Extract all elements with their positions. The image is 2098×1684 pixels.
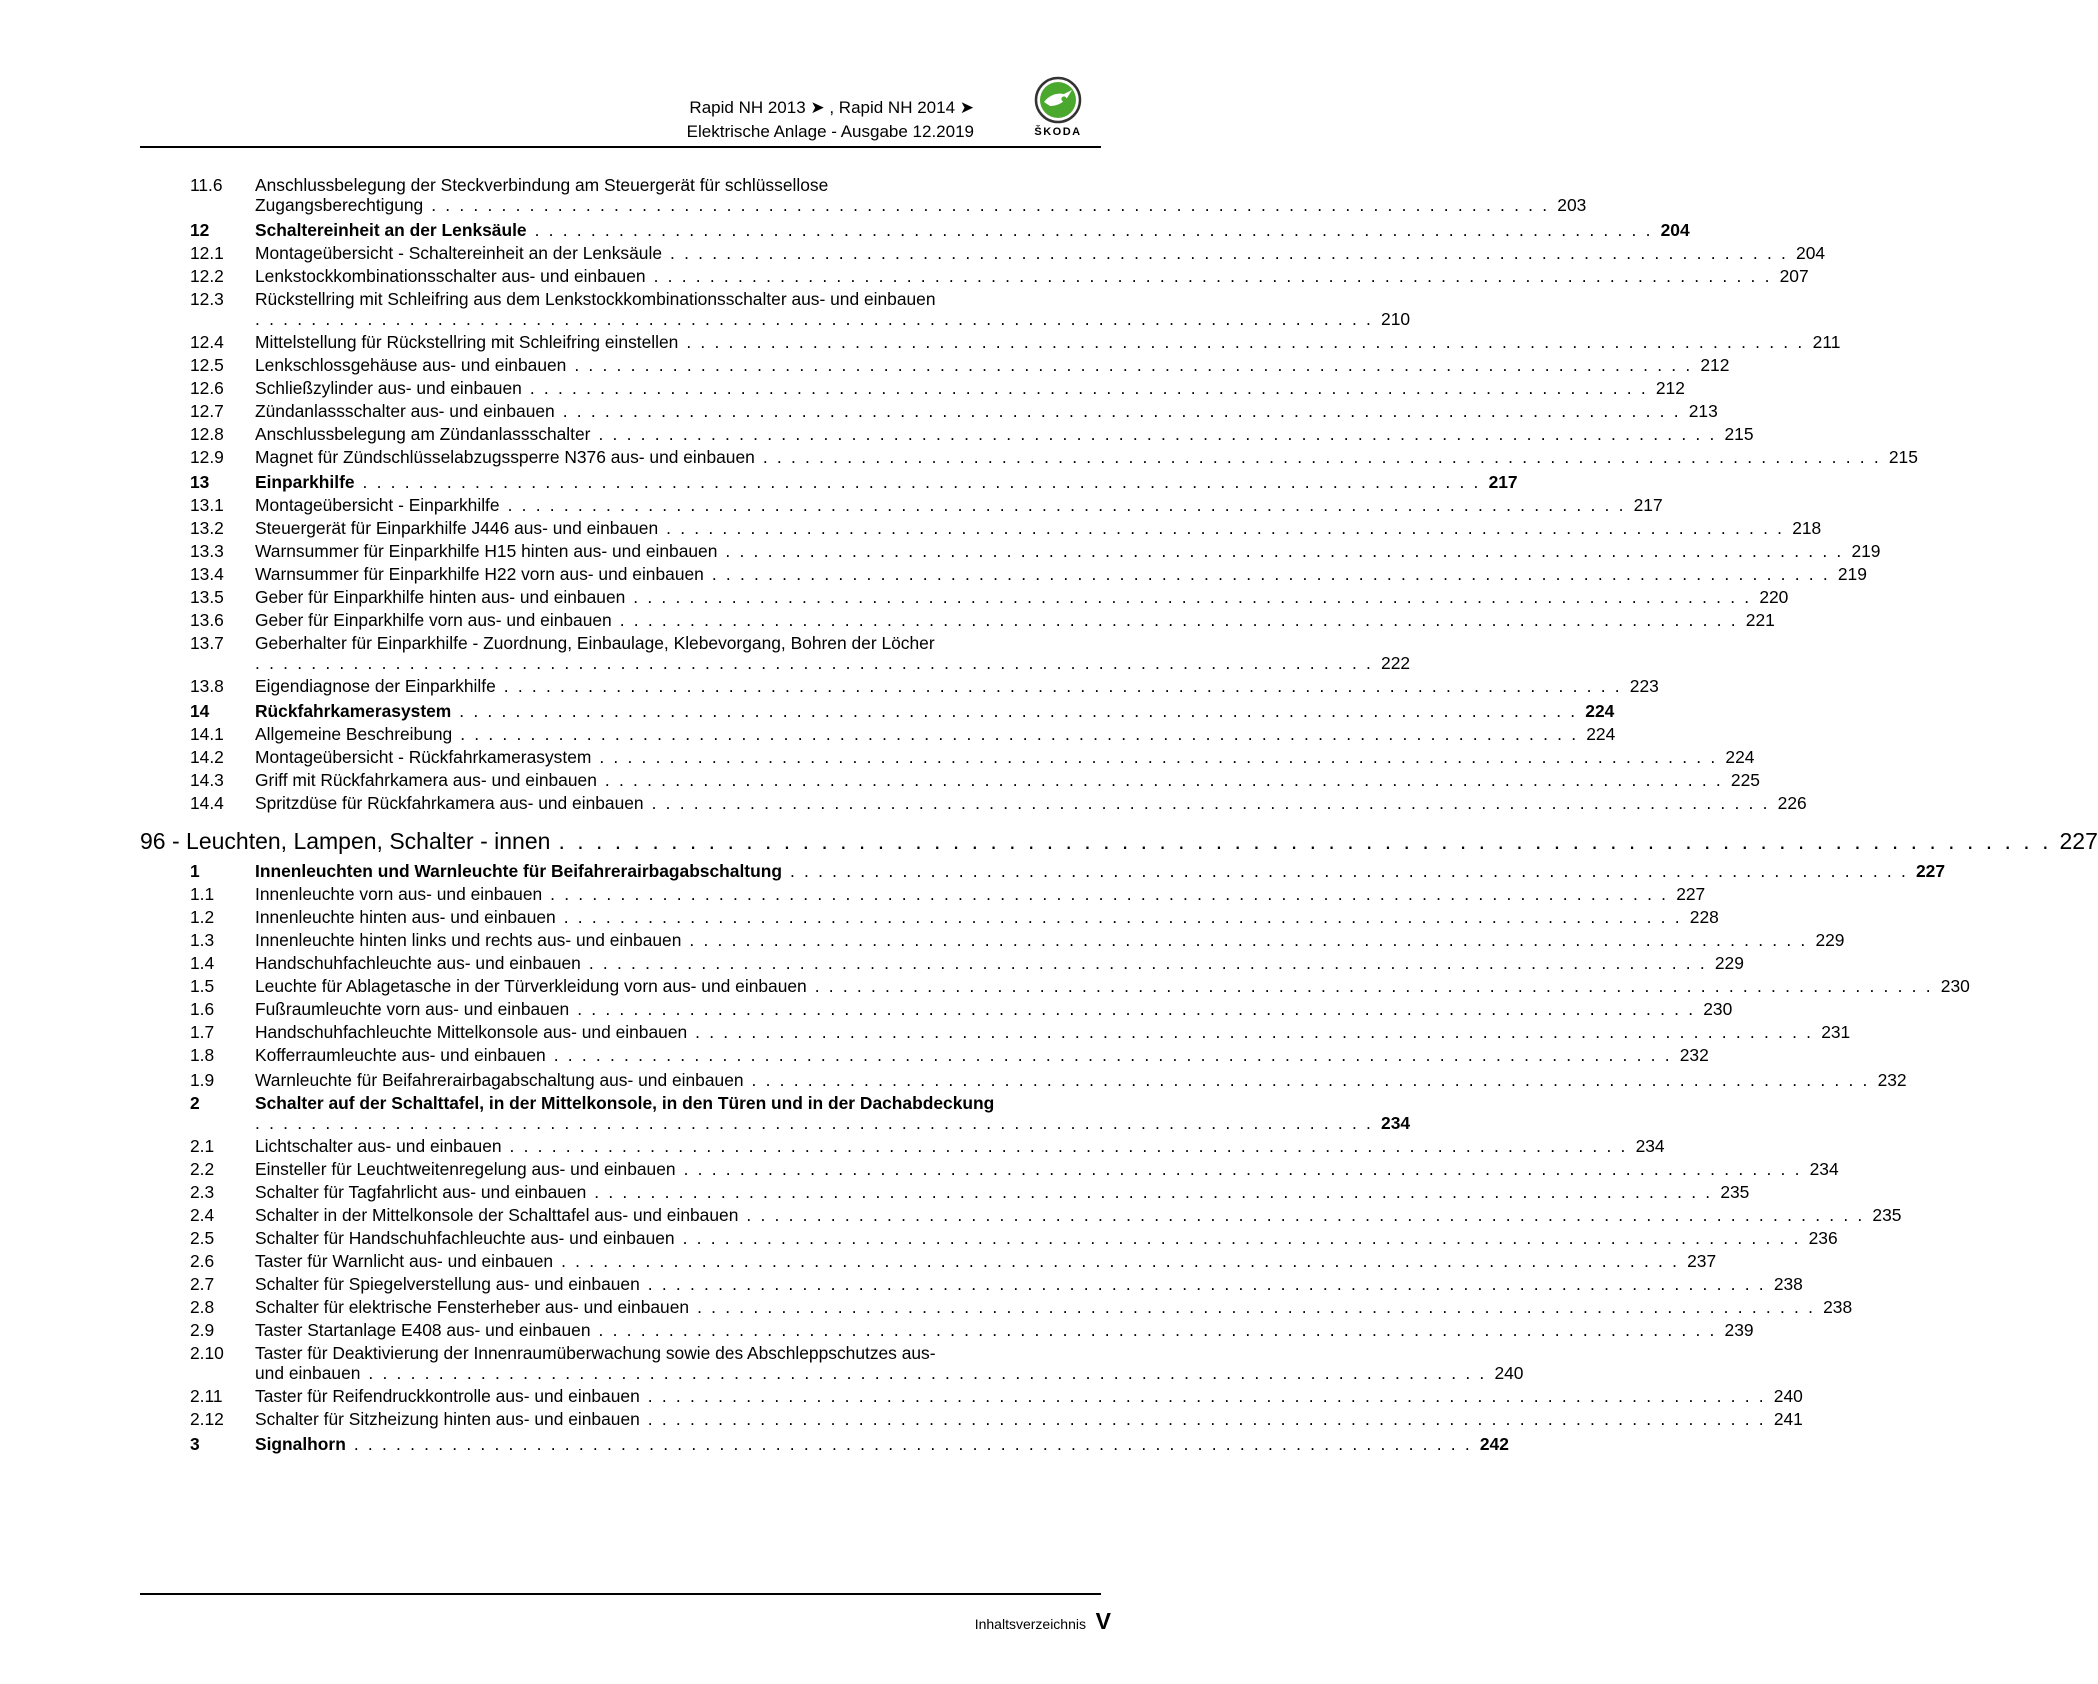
toc-page-number: 234 xyxy=(1635,1136,1665,1156)
toc-page-number: 228 xyxy=(1689,907,1719,927)
toc-entry-number: 1.7 xyxy=(190,1022,215,1042)
toc-page-number: 232 xyxy=(1877,1070,1907,1090)
footer-section-label: Inhaltsverzeichnis xyxy=(974,1616,1086,1632)
toc-entry[interactable] xyxy=(140,676,1659,696)
toc-entry-title: Taster für Warnlicht aus- und einbauen xyxy=(255,1251,554,1271)
toc-entry-title: Handschuhfachleuchte Mittelkonsole aus- und einbauen xyxy=(255,1022,688,1042)
toc-entry-number: 1 xyxy=(190,861,200,881)
toc-entry-title: Magnet für Zündschlüsselabzugssperre N376 aus- und einbauen xyxy=(255,447,755,467)
toc-entry-title: Anschlussbelegung der Steckverbindung am Steuergerät für schlüssellose xyxy=(255,175,829,195)
toc-entry[interactable] xyxy=(140,1182,1750,1202)
toc-page-number: 234 xyxy=(1809,1159,1839,1179)
toc-entry[interactable] xyxy=(140,401,1718,421)
toc-entry-title: Lichtschalter aus- und einbauen xyxy=(255,1136,502,1156)
toc-page-number: 235 xyxy=(1872,1205,1902,1225)
toc-page-number: 213 xyxy=(1688,401,1718,421)
toc-entry-number: 12.7 xyxy=(190,401,224,421)
toc-leader-dots: . . . . . . . . . . . . . . . . . . . . . . . . . . . . . . . . . . . . . . . . . . . . . . . . . . . . . . . . . . . . . . . . . . . . . . . . . . . . . . . . xyxy=(647,1274,1766,1294)
toc-entry[interactable] xyxy=(140,1409,1803,1429)
toc-entry-title: Schalter für elektrische Fensterheber aus- und einbauen xyxy=(255,1297,690,1317)
toc-leader-dots: . . . . . . . . . . . . . . . . . . . . . . . . . . . . . . . . . . . . . . . . . . . . . . . . . . . . . . . . . . . . . . . . . . . . . . . . . . . . . . . . xyxy=(594,1182,1713,1202)
toc-entry[interactable] xyxy=(140,1159,1839,1179)
toc-leader-dots: . . . . . . . . . . . . . . . . . . . . . . . . . . . . . . . . . . . . . . . . . . . . . . . . . . . . . . . . . . . . . . . . . . . . . . . . . . . . . . . . xyxy=(574,355,1693,375)
toc-entry-title: Schalter für Sitzheizung hinten aus- und einbauen xyxy=(255,1409,640,1429)
toc-entry-title: Anschlussbelegung am Zündanlassschalter xyxy=(255,424,591,444)
toc-page-number: 212 xyxy=(1655,378,1685,398)
toc-entry-number: 1.3 xyxy=(190,930,215,950)
toc-leader-dots: . . . . . . . . . . . . . . . . . . . . . . . . . . . . . . . . . . . . . . . . . . . . . . . . . . . . . . . . . . . . . . . . . . . . . . . . . . . . . . . . xyxy=(599,747,1718,767)
toc-entry-number: 11.6 xyxy=(190,175,223,195)
toc-leader-dots: . . . . . . . . . . . . . . . . . . . . . . . . . . . . . . . . . . . . . . . . . . . . . . . . . . . . . . . . . . . . . . . . . . . . . . . . . . . . . . . . xyxy=(558,828,2052,854)
toc-entry-number: 1.4 xyxy=(190,953,215,973)
toc-entry-number: 1.1 xyxy=(190,884,215,904)
toc-leader-dots: . . . . . . . . . . . . . . . . . . . . . . . . . . . . . . . . . . . . . . . . . . . . . . . . . . . . . . . . . . . . . . . . . . . . . . . . . . . . . . . . xyxy=(619,610,1738,630)
header-models: Rapid NH 2013 ➤ , Rapid NH 2014 ➤ xyxy=(689,98,974,117)
toc-entry[interactable] xyxy=(140,1136,1665,1156)
toc-page-number: 224 xyxy=(1585,701,1615,721)
toc-entry-number: 14.3 xyxy=(190,770,224,790)
toc-entry-number: 1.8 xyxy=(190,1045,215,1065)
toc-leader-dots: . . . . . . . . . . . . . . . . . . . . . . . . . . . . . . . . . . . . . . . . . . . . . . . . . . . . . . . . . . . . . . . . . . . . . . . . . . . . . . . . xyxy=(604,770,1723,790)
toc-entry[interactable] xyxy=(140,587,1789,607)
toc-entry-number: 13.1 xyxy=(190,495,224,515)
skoda-logo-icon xyxy=(1034,76,1082,124)
toc-entry-number: 2 xyxy=(190,1093,200,1113)
toc-entry[interactable] xyxy=(140,243,1826,263)
toc-leader-dots: . . . . . . . . . . . . . . . . . . . . . . . . . . . . . . . . . . . . . . . . . . . . . . . . . . . . . . . . . . . . . . . . . . . . . . . . . . . . . . . . xyxy=(751,1070,1870,1090)
toc-entry-title: Lenkstockkombinationsschalter aus- und einbauen xyxy=(255,266,646,286)
toc-page-number: 222 xyxy=(1381,653,1411,673)
toc-entry[interactable] xyxy=(140,610,1775,630)
toc-entry-title: 96 - Leuchten, Lampen, Schalter - innen xyxy=(140,828,551,854)
toc-leader-dots: . . . . . . . . . . . . . . . . . . . . . . . . . . . . . . . . . . . . . . . . . . . . . . . . . . . . . . . . . . . . . . . . . . . . . . . . . . . . . . . . xyxy=(561,1251,1680,1271)
toc-entry[interactable] xyxy=(140,378,1685,398)
toc-entry[interactable] xyxy=(140,633,1411,673)
toc-entry[interactable] xyxy=(140,1228,1838,1248)
toc-entry[interactable] xyxy=(140,770,1760,790)
toc-page-number: 217 xyxy=(1633,495,1663,515)
toc-page-number: 236 xyxy=(1808,1228,1838,1248)
toc-leader-dots: . . . . . . . . . . . . . . . . . . . . . . . . . . . . . . . . . . . . . . . . . . . . . . . . . . . . . . . . . . . . . . . . . . . . . . . . . . . . . . . . xyxy=(695,1022,1814,1042)
toc-entry-number: 13.8 xyxy=(190,676,224,696)
toc-entry[interactable] xyxy=(140,1297,1853,1317)
toc-page-number: 221 xyxy=(1745,610,1775,630)
toc-entry-title: Schalter für Tagfahrlicht aus- und einbauen xyxy=(255,1182,587,1202)
toc-entry[interactable] xyxy=(140,447,1918,467)
toc-leader-dots: . . . . . . . . . . . . . . . . . . . . . . . . . . . . . . . . . . . . . . . . . . . . . . . . . . . . . . . . . . . . . . . . . . . . . . . . . . . . . . . . xyxy=(507,495,1626,515)
toc-entry-number: 12.4 xyxy=(190,332,224,352)
toc-leader-dots: . . . . . . . . . . . . . . . . . . . . . . . . . . . . . . . . . . . . . . . . . . . . . . . . . . . . . . . . . . . . . . . . . . . . . . . . . . . . . . . . xyxy=(670,243,1789,263)
toc-entry-title: Eigendiagnose der Einparkhilfe xyxy=(255,676,496,696)
toc-page-number: 224 xyxy=(1586,724,1616,744)
toc-leader-dots: . . . . . . . . . . . . . . . . . . . . . . . . . . . . . . . . . . . . . . . . . . . . . . . . . . . . . . . . . . . . . . . . . . . . . . . . . . . . . . . . xyxy=(762,447,1881,467)
toc-entry[interactable] xyxy=(140,1022,1851,1042)
toc-page-number: 203 xyxy=(1557,195,1587,215)
toc-entry-title: Geber für Einparkhilfe hinten aus- und einbauen xyxy=(255,587,626,607)
toc-entry[interactable] xyxy=(140,1093,1411,1133)
toc-leader-dots: . . . . . . . . . . . . . . . . . . . . . . . . . . . . . . . . . . . . . . . . . . . . . . . . . . . . . . . . . . . . . . . . . . . . . . . . . . . . . . . . xyxy=(459,701,1578,721)
toc-entry-title: Spritzdüse für Rückfahrkamera aus- und einbauen xyxy=(255,793,644,813)
toc-page-number: 227 xyxy=(1916,861,1946,881)
toc-leader-dots: . . . . . . . . . . . . . . . . . . . . . . . . . . . . . . . . . . . . . . . . . . . . . . . . . . . . . . . . . . . . . . . . . . . . . . . . . . . . . . . . xyxy=(563,907,1682,927)
toc-entry-number: 12.9 xyxy=(190,447,224,467)
toc-entry-title-continued: und einbauen xyxy=(255,1363,361,1383)
toc-entry-title: Taster für Deaktivierung der Innenraumüberwachung sowie des Abschleppschutzes aus- xyxy=(255,1343,936,1363)
toc-page-number: 223 xyxy=(1629,676,1659,696)
toc-entry-title: Allgemeine Beschreibung xyxy=(255,724,453,744)
table-of-contents xyxy=(140,172,2098,1454)
toc-leader-dots: . . . . . . . . . . . . . . . . . . . . . . . . . . . . . . . . . . . . . . . . . . . . . . . . . . . . . . . . . . . . . . . . . . . . . . . . . . . . . . . . xyxy=(711,564,1830,584)
toc-entry-title: Handschuhfachleuchte aus- und einbauen xyxy=(255,953,581,973)
toc-entry[interactable] xyxy=(140,1045,1709,1065)
toc-entry-number: 13.6 xyxy=(190,610,224,630)
toc-page-number: 232 xyxy=(1679,1045,1709,1065)
page-header xyxy=(140,90,1100,146)
toc-entry[interactable] xyxy=(140,1434,1509,1454)
toc-leader-dots: . . . . . . . . . . . . . . . . . . . . . . . . . . . . . . . . . . . . . . . . . . . . . . . . . . . . . . . . . . . . . . . . . . . . . . . . . . . . . . . . xyxy=(550,884,1669,904)
toc-page-number: 220 xyxy=(1759,587,1789,607)
toc-leader-dots: . . . . . . . . . . . . . . . . . . . . . . . . . . . . . . . . . . . . . . . . . . . . . . . . . . . . . . . . . . . . . . . . . . . . . . . . . . . . . . . . xyxy=(255,1113,1374,1133)
toc-entry-number: 13.4 xyxy=(190,564,224,584)
toc-page-number: 242 xyxy=(1479,1434,1509,1454)
toc-entry[interactable] xyxy=(140,1251,1717,1271)
toc-entry[interactable] xyxy=(140,747,1755,767)
toc-entry-title: Schalter in der Mittelkonsole der Schalttafel aus- und einbauen xyxy=(255,1205,739,1225)
toc-page-number: 219 xyxy=(1851,541,1881,561)
toc-entry-title: Schalter für Spiegelverstellung aus- und einbauen xyxy=(255,1274,640,1294)
toc-entry[interactable] xyxy=(140,1205,1902,1225)
toc-leader-dots: . . . . . . . . . . . . . . . . . . . . . . . . . . . . . . . . . . . . . . . . . . . . . . . . . . . . . . . . . . . . . . . . . . . . . . . . . . . . . . . . xyxy=(460,724,1579,744)
toc-leader-dots: . . . . . . . . . . . . . . . . . . . . . . . . . . . . . . . . . . . . . . . . . . . . . . . . . . . . . . . . . . . . . . . . . . . . . . . . . . . . . . . . xyxy=(503,676,1622,696)
toc-entry[interactable] xyxy=(140,861,1946,881)
toc-entry-title: Einparkhilfe xyxy=(255,472,355,492)
toc-entry[interactable] xyxy=(140,518,1822,538)
toc-entry-number: 2.8 xyxy=(190,1297,215,1317)
toc-entry-title: Steuergerät für Einparkhilfe J446 aus- und einbauen xyxy=(255,518,659,538)
toc-entry[interactable] xyxy=(140,1343,1524,1383)
toc-entry-number: 12.8 xyxy=(190,424,224,444)
toc-page-number: 230 xyxy=(1703,999,1733,1019)
toc-page-number: 218 xyxy=(1792,518,1822,538)
toc-leader-dots: . . . . . . . . . . . . . . . . . . . . . . . . . . . . . . . . . . . . . . . . . . . . . . . . . . . . . . . . . . . . . . . . . . . . . . . . . . . . . . . . xyxy=(666,518,1785,538)
toc-entry-title: Warnsummer für Einparkhilfe H15 hinten aus- und einbauen xyxy=(255,541,718,561)
toc-entry[interactable] xyxy=(140,907,1719,927)
toc-page-number: 207 xyxy=(1779,266,1809,286)
toc-leader-dots: . . . . . . . . . . . . . . . . . . . . . . . . . . . . . . . . . . . . . . . . . . . . . . . . . . . . . . . . . . . . . . . . . . . . . . . . . . . . . . . . xyxy=(353,1434,1472,1454)
toc-page-number: 229 xyxy=(1714,953,1744,973)
toc-entry[interactable] xyxy=(140,266,1809,286)
toc-entry[interactable] xyxy=(140,884,1706,904)
toc-entry-title: Einsteller für Leuchtweitenregelung aus- und einbauen xyxy=(255,1159,676,1179)
toc-entry-number: 13.2 xyxy=(190,518,224,538)
toc-leader-dots: . . . . . . . . . . . . . . . . . . . . . . . . . . . . . . . . . . . . . . . . . . . . . . . . . . . . . . . . . . . . . . . . . . . . . . . . . . . . . . . . xyxy=(814,976,1933,996)
toc-entry[interactable] xyxy=(140,793,1807,813)
toc-leader-dots: . . . . . . . . . . . . . . . . . . . . . . . . . . . . . . . . . . . . . . . . . . . . . . . . . . . . . . . . . . . . . . . . . . . . . . . . . . . . . . . . xyxy=(509,1136,1628,1156)
toc-entry-number: 14 xyxy=(190,701,210,721)
toc-leader-dots: . . . . . . . . . . . . . . . . . . . . . . . . . . . . . . . . . . . . . . . . . . . . . . . . . . . . . . . . . . . . . . . . . . . . . . . . . . . . . . . . xyxy=(562,401,1681,421)
toc-entry-number: 2.9 xyxy=(190,1320,215,1340)
toc-entry[interactable] xyxy=(140,472,1518,492)
toc-page-number: 230 xyxy=(1940,976,1970,996)
toc-page-number: 219 xyxy=(1837,564,1867,584)
toc-entry-number: 13.5 xyxy=(190,587,224,607)
toc-leader-dots: . . . . . . . . . . . . . . . . . . . . . . . . . . . . . . . . . . . . . . . . . . . . . . . . . . . . . . . . . . . . . . . . . . . . . . . . . . . . . . . . xyxy=(689,930,1808,950)
toc-entry[interactable] xyxy=(140,495,1663,515)
toc-entry-title: Lenkschlossgehäuse aus- und einbauen xyxy=(255,355,567,375)
toc-entry-number: 14.4 xyxy=(190,793,224,813)
header-edition: Elektrische Anlage - Ausgabe 12.2019 xyxy=(686,122,974,141)
toc-leader-dots: . . . . . . . . . . . . . . . . . . . . . . . . . . . . . . . . . . . . . . . . . . . . . . . . . . . . . . . . . . . . . . . . . . . . . . . . . . . . . . . . xyxy=(653,266,1772,286)
toc-entry-title: Innenleuchten und Warnleuchte für Beifahrerairbagabschaltung xyxy=(255,861,782,881)
toc-entry[interactable] xyxy=(140,220,1690,240)
toc-entry-title: Schließzylinder aus- und einbauen xyxy=(255,378,522,398)
toc-page-number: 212 xyxy=(1700,355,1730,375)
toc-leader-dots: . . . . . . . . . . . . . . . . . . . . . . . . . . . . . . . . . . . . . . . . . . . . . . . . . . . . . . . . . . . . . . . . . . . . . . . . . . . . . . . . xyxy=(647,1409,1766,1429)
toc-entry[interactable] xyxy=(140,1274,1803,1294)
toc-entry-title: Mittelstellung für Rückstellring mit Schleifring einstellen xyxy=(255,332,679,352)
toc-entry-number: 2.10 xyxy=(190,1343,224,1363)
toc-page-number: 234 xyxy=(1381,1113,1411,1133)
toc-entry-number: 2.12 xyxy=(190,1409,224,1429)
toc-entry-title: Innenleuchte hinten aus- und einbauen xyxy=(255,907,556,927)
toc-leader-dots: . . . . . . . . . . . . . . . . . . . . . . . . . . . . . . . . . . . . . . . . . . . . . . . . . . . . . . . . . . . . . . . . . . . . . . . . . . . . . . . . xyxy=(255,309,1374,329)
toc-leader-dots: . . . . . . . . . . . . . . . . . . . . . . . . . . . . . . . . . . . . . . . . . . . . . . . . . . . . . . . . . . . . . . . . . . . . . . . . . . . . . . . . xyxy=(588,953,1707,973)
toc-entry[interactable] xyxy=(140,1320,1754,1340)
brand-name: ŠKODA xyxy=(1034,126,1082,138)
toc-chapter[interactable] xyxy=(140,827,2098,855)
brand-logo xyxy=(1022,76,1094,146)
toc-leader-dots: . . . . . . . . . . . . . . . . . . . . . . . . . . . . . . . . . . . . . . . . . . . . . . . . . . . . . . . . . . . . . . . . . . . . . . . . . . . . . . . . xyxy=(683,1159,1802,1179)
footer-page-number: V xyxy=(1095,1608,1111,1634)
toc-entry-title: Montageübersicht - Schaltereinheit an der Lenksäule xyxy=(255,243,662,263)
toc-entry-title: Schalter für Handschuhfachleuchte aus- und einbauen xyxy=(255,1228,675,1248)
toc-entry-title: Innenleuchte hinten links und rechts aus- und einbauen xyxy=(255,930,682,950)
toc-entry-number: 14.1 xyxy=(190,724,224,744)
toc-entry-number: 14.2 xyxy=(190,747,224,767)
toc-leader-dots: . . . . . . . . . . . . . . . . . . . . . . . . . . . . . . . . . . . . . . . . . . . . . . . . . . . . . . . . . . . . . . . . . . . . . . . . . . . . . . . . xyxy=(598,1320,1717,1340)
toc-leader-dots: . . . . . . . . . . . . . . . . . . . . . . . . . . . . . . . . . . . . . . . . . . . . . . . . . . . . . . . . . . . . . . . . . . . . . . . . . . . . . . . . xyxy=(725,541,1844,561)
toc-entry-number: 2.7 xyxy=(190,1274,215,1294)
toc-entry[interactable] xyxy=(140,289,1411,329)
toc-entry[interactable] xyxy=(140,701,1615,721)
toc-entry-number: 2.11 xyxy=(190,1386,223,1406)
toc-leader-dots: . . . . . . . . . . . . . . . . . . . . . . . . . . . . . . . . . . . . . . . . . . . . . . . . . . . . . . . . . . . . . . . . . . . . . . . . . . . . . . . . xyxy=(431,195,1550,215)
toc-entry-number: 2.4 xyxy=(190,1205,215,1225)
toc-entry-number: 1.9 xyxy=(190,1070,215,1090)
toc-entry[interactable] xyxy=(140,1386,1803,1406)
toc-page-number: 240 xyxy=(1773,1386,1803,1406)
toc-entry[interactable] xyxy=(140,999,1733,1019)
toc-entry-title: Warnsummer für Einparkhilfe H22 vorn aus- und einbauen xyxy=(255,564,704,584)
toc-page-number: 238 xyxy=(1823,1297,1853,1317)
toc-entry-number: 12.6 xyxy=(190,378,224,398)
toc-entry-number: 1.5 xyxy=(190,976,215,996)
toc-entry-title: Innenleuchte vorn aus- und einbauen xyxy=(255,884,543,904)
toc-page-number: 210 xyxy=(1381,309,1411,329)
toc-leader-dots: . . . . . . . . . . . . . . . . . . . . . . . . . . . . . . . . . . . . . . . . . . . . . . . . . . . . . . . . . . . . . . . . . . . . . . . . . . . . . . . . xyxy=(789,861,1908,881)
toc-leader-dots: . . . . . . . . . . . . . . . . . . . . . . . . . . . . . . . . . . . . . . . . . . . . . . . . . . . . . . . . . . . . . . . . . . . . . . . . . . . . . . . . xyxy=(577,999,1696,1019)
toc-entry-title: Signalhorn xyxy=(255,1434,346,1454)
toc-leader-dots: . . . . . . . . . . . . . . . . . . . . . . . . . . . . . . . . . . . . . . . . . . . . . . . . . . . . . . . . . . . . . . . . . . . . . . . . . . . . . . . . xyxy=(553,1045,1672,1065)
toc-leader-dots: . . . . . . . . . . . . . . . . . . . . . . . . . . . . . . . . . . . . . . . . . . . . . . . . . . . . . . . . . . . . . . . . . . . . . . . . . . . . . . . . xyxy=(255,653,1374,673)
toc-page-number: 237 xyxy=(1687,1251,1717,1271)
toc-entry-title: Warnleuchte für Beifahrerairbagabschaltung aus- und einbauen xyxy=(255,1070,744,1090)
toc-page-number: 227 xyxy=(1676,884,1706,904)
toc-entry-number: 2.5 xyxy=(190,1228,215,1248)
toc-entry-title: Fußraumleuchte vorn aus- und einbauen xyxy=(255,999,570,1019)
toc-entry-number: 12.2 xyxy=(190,266,224,286)
toc-entry[interactable] xyxy=(140,541,1881,561)
toc-page-number: 240 xyxy=(1494,1363,1524,1383)
toc-entry-number: 1.6 xyxy=(190,999,215,1019)
toc-entry-number: 2.6 xyxy=(190,1251,215,1271)
toc-page-number: 226 xyxy=(1777,793,1807,813)
toc-entry-title: Montageübersicht - Einparkhilfe xyxy=(255,495,500,515)
toc-entry[interactable] xyxy=(140,1070,1907,1090)
toc-page-number: 241 xyxy=(1773,1409,1803,1429)
toc-page-number: 204 xyxy=(1796,243,1826,263)
toc-entry-title: Schaltereinheit an der Lenksäule xyxy=(255,220,527,240)
toc-entry-title: Griff mit Rückfahrkamera aus- und einbauen xyxy=(255,770,597,790)
toc-entry-title: Rückfahrkamerasystem xyxy=(255,701,452,721)
toc-entry-number: 13 xyxy=(190,472,210,492)
toc-entry-number: 2.2 xyxy=(190,1159,215,1179)
toc-entry-title: Taster für Reifendruckkontrolle aus- und einbauen xyxy=(255,1386,640,1406)
toc-entry-title: Zündanlassschalter aus- und einbauen xyxy=(255,401,555,421)
toc-page-number: 231 xyxy=(1821,1022,1851,1042)
toc-entry[interactable] xyxy=(140,355,1730,375)
toc-entry[interactable] xyxy=(140,424,1754,444)
toc-page-number: 215 xyxy=(1888,447,1918,467)
toc-leader-dots: . . . . . . . . . . . . . . . . . . . . . . . . . . . . . . . . . . . . . . . . . . . . . . . . . . . . . . . . . . . . . . . . . . . . . . . . . . . . . . . . xyxy=(633,587,1752,607)
toc-entry-title: Kofferraumleuchte aus- und einbauen xyxy=(255,1045,546,1065)
toc-leader-dots: . . . . . . . . . . . . . . . . . . . . . . . . . . . . . . . . . . . . . . . . . . . . . . . . . . . . . . . . . . . . . . . . . . . . . . . . . . . . . . . . xyxy=(534,220,1653,240)
toc-page-number: 217 xyxy=(1488,472,1518,492)
toc-page-number: 224 xyxy=(1725,747,1755,767)
toc-entry-title: Geber für Einparkhilfe vorn aus- und einbauen xyxy=(255,610,612,630)
toc-entry[interactable] xyxy=(140,930,1845,950)
toc-page-number: 235 xyxy=(1720,1182,1750,1202)
toc-entry-title: Montageübersicht - Rückfahrkamerasystem xyxy=(255,747,592,767)
toc-leader-dots: . . . . . . . . . . . . . . . . . . . . . . . . . . . . . . . . . . . . . . . . . . . . . . . . . . . . . . . . . . . . . . . . . . . . . . . . . . . . . . . . xyxy=(647,1386,1766,1406)
toc-leader-dots: . . . . . . . . . . . . . . . . . . . . . . . . . . . . . . . . . . . . . . . . . . . . . . . . . . . . . . . . . . . . . . . . . . . . . . . . . . . . . . . . xyxy=(686,332,1805,352)
toc-entry-title-continued: Zugangsberechtigung xyxy=(255,195,424,215)
toc-entry-number: 12.5 xyxy=(190,355,224,375)
header-rule xyxy=(140,146,1101,148)
toc-page-number: 227 xyxy=(2059,828,2098,854)
toc-entry-number: 2.1 xyxy=(190,1136,215,1156)
toc-entry-number: 13.3 xyxy=(190,541,224,561)
toc-leader-dots: . . . . . . . . . . . . . . . . . . . . . . . . . . . . . . . . . . . . . . . . . . . . . . . . . . . . . . . . . . . . . . . . . . . . . . . . . . . . . . . . xyxy=(682,1228,1801,1248)
toc-entry-number: 1.2 xyxy=(190,907,215,927)
toc-entry[interactable] xyxy=(140,564,1867,584)
toc-entry-title: Rückstellring mit Schleifring aus dem Lenkstockkombinationsschalter aus- und einbauen xyxy=(255,289,936,309)
toc-entry[interactable] xyxy=(140,724,1616,744)
toc-page-number: 204 xyxy=(1660,220,1690,240)
toc-entry[interactable] xyxy=(140,976,1970,996)
toc-entry[interactable] xyxy=(140,953,1744,973)
toc-page-number: 225 xyxy=(1730,770,1760,790)
toc-entry-title: Taster Startanlage E408 aus- und einbauen xyxy=(255,1320,591,1340)
toc-entry-number: 12.3 xyxy=(190,289,224,309)
toc-leader-dots: . . . . . . . . . . . . . . . . . . . . . . . . . . . . . . . . . . . . . . . . . . . . . . . . . . . . . . . . . . . . . . . . . . . . . . . . . . . . . . . . xyxy=(362,472,1481,492)
toc-leader-dots: . . . . . . . . . . . . . . . . . . . . . . . . . . . . . . . . . . . . . . . . . . . . . . . . . . . . . . . . . . . . . . . . . . . . . . . . . . . . . . . . xyxy=(529,378,1648,398)
toc-entry-number: 12 xyxy=(190,220,210,240)
toc-leader-dots: . . . . . . . . . . . . . . . . . . . . . . . . . . . . . . . . . . . . . . . . . . . . . . . . . . . . . . . . . . . . . . . . . . . . . . . . . . . . . . . . xyxy=(651,793,1770,813)
toc-entry-title: Geberhalter für Einparkhilfe - Zuordnung, Einbaulage, Klebevorgang, Bohren der Löcher xyxy=(255,633,935,653)
toc-page-number: 211 xyxy=(1812,332,1841,352)
toc-entry[interactable] xyxy=(140,332,1841,352)
toc-entry-number: 13.7 xyxy=(190,633,224,653)
footer-rule xyxy=(140,1593,1101,1595)
toc-leader-dots: . . . . . . . . . . . . . . . . . . . . . . . . . . . . . . . . . . . . . . . . . . . . . . . . . . . . . . . . . . . . . . . . . . . . . . . . . . . . . . . . xyxy=(368,1363,1487,1383)
toc-leader-dots: . . . . . . . . . . . . . . . . . . . . . . . . . . . . . . . . . . . . . . . . . . . . . . . . . . . . . . . . . . . . . . . . . . . . . . . . . . . . . . . . xyxy=(598,424,1717,444)
toc-page-number: 238 xyxy=(1773,1274,1803,1294)
toc-entry-number: 12.1 xyxy=(190,243,224,263)
toc-page-number: 229 xyxy=(1815,930,1845,950)
toc-entry-number: 3 xyxy=(190,1434,200,1454)
toc-entry[interactable] xyxy=(140,175,1587,215)
toc-leader-dots: . . . . . . . . . . . . . . . . . . . . . . . . . . . . . . . . . . . . . . . . . . . . . . . . . . . . . . . . . . . . . . . . . . . . . . . . . . . . . . . . xyxy=(697,1297,1816,1317)
toc-entry-title: Leuchte für Ablagetasche in der Türverkleidung vorn aus- und einbauen xyxy=(255,976,807,996)
toc-page-number: 239 xyxy=(1724,1320,1754,1340)
toc-page-number: 215 xyxy=(1724,424,1754,444)
toc-leader-dots: . . . . . . . . . . . . . . . . . . . . . . . . . . . . . . . . . . . . . . . . . . . . . . . . . . . . . . . . . . . . . . . . . . . . . . . . . . . . . . . . xyxy=(746,1205,1865,1225)
toc-entry-title: Schalter auf der Schalttafel, in der Mittelkonsole, in den Türen und in der Dachabdeckung xyxy=(255,1093,995,1113)
toc-entry-number: 2.3 xyxy=(190,1182,215,1202)
